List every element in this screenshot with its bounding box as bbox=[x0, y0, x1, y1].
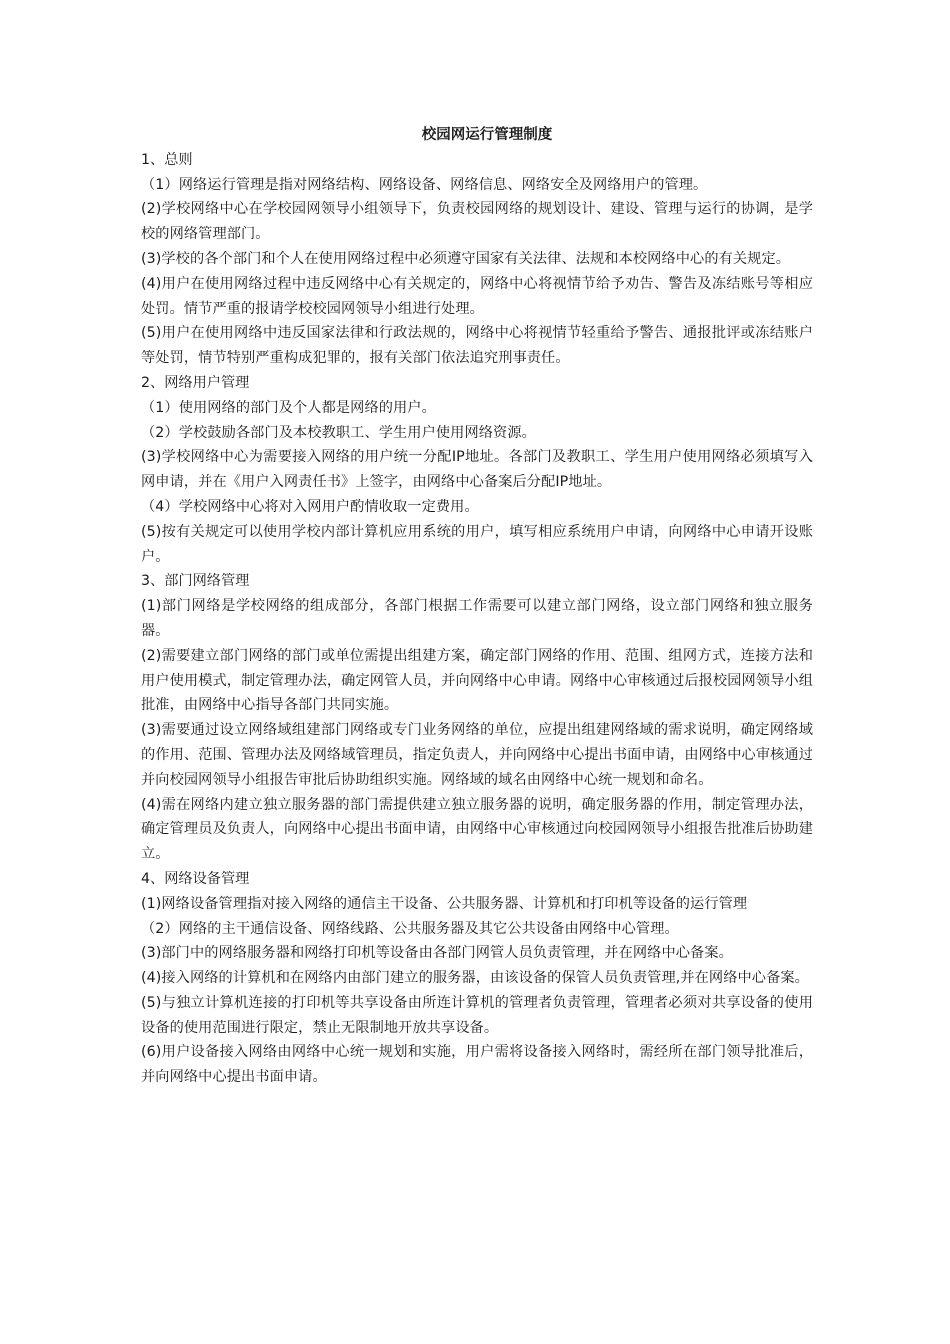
paragraph: （2）网络的主干通信设备、网络线路、公共服务器及其它公共设备由网络中心管理。 bbox=[141, 920, 679, 937]
paragraph: (1)部门网络是学校网络的组成部分，各部门根据工作需要可以建立部门网络，设立部门网络和独立服务器。 bbox=[141, 598, 813, 639]
paragraph: (2)需要建立部门网络的部门或单位需提出组建方案，确定部门网络的作用、范围、组网方式，连接方法和用户使用模式，制定管理办法，确定网管人员，并向网络中心申请。网络中心审核通过后报校园网领导小组批准，由网络中心指导各部门共同实施。 bbox=[141, 647, 813, 714]
section-network-users bbox=[141, 371, 813, 569]
paragraph: (5)与独立计算机连接的打印机等共享设备由所连计算机的管理者负责管理，管理者必须对共享设备的使用设备的使用范围进行限定，禁止无限制地开放共享设备。 bbox=[141, 994, 813, 1036]
paragraph: (4)需在网络内建立独立服务器的部门需提供建立独立服务器的说明，确定服务器的作用，制定管理办法，确定管理员及负责人，向网络中心提出书面申请，由网络中心审核通过向校园网领导小组报告批准后协助建立。 bbox=[141, 796, 813, 863]
paragraph: (4)接入网络的计算机和在网络内由部门建立的服务器，由该设备的保管人员负责管理,并在网络中心备案。 bbox=[141, 970, 809, 987]
document-title: 校园网运行管理制度 bbox=[421, 127, 553, 143]
paragraph: (5)按有关规定可以使用学校内部计算机应用系统的用户，填写相应系统用户申请，向网络中心申请开设账户。 bbox=[141, 523, 813, 565]
paragraph: （2）学校鼓励各部门及本校教职工、学生用户使用网络资源。 bbox=[141, 424, 536, 441]
document-body bbox=[141, 123, 813, 1090]
paragraph: （4）学校网络中心将对入网用户酌情收取一定费用。 bbox=[141, 498, 479, 515]
section-heading: 2、网络用户管理 bbox=[141, 374, 250, 391]
section-department-networks bbox=[141, 569, 813, 867]
paragraph: （1）网络运行管理是指对网络结构、网络设备、网络信息、网络安全及网络用户的管理。 bbox=[141, 176, 708, 193]
paragraph: (3)需要通过设立网络域组建部门网络或专门业务网络的单位，应提出组建网络域的需求说明，确定网络域的作用、范围、管理办法及网络域管理员，指定负责人，并向网络中心提出书面申请，由网络中心审核通过并向校园网领导小组报告审批后协助组织实施。网络域的域名由网络中心统一规划和命名。 bbox=[141, 722, 813, 788]
section-general bbox=[141, 148, 813, 371]
paragraph: （1）使用网络的部门及个人都是网络的用户。 bbox=[141, 399, 436, 416]
section-heading: 4、网络设备管理 bbox=[141, 870, 250, 887]
paragraph: (3)学校网络中心为需要接入网络的用户统一分配IP地址。各部门及教职工、学生用户使用网络必须填写入网申请，并在《用户入网责任书》上签字，由网络中心备案后分配IP地址。 bbox=[141, 449, 813, 491]
paragraph: (3)学校的各个部门和个人在使用网络过程中必须遵守国家有关法律、法规和本校网络中心的有关规定。 bbox=[141, 250, 791, 267]
section-heading: 3、部门网络管理 bbox=[141, 573, 250, 590]
paragraph: (6)用户设备接入网络由网络中心统一规划和实施，用户需将设备接入网络时，需经所在部门领导批准后，并向网络中心提出书面申请。 bbox=[141, 1044, 813, 1086]
paragraph: (4)用户在使用网络过程中违反网络中心有关规定的，网络中心将视情节给予劝告、警告及冻结账号等相应处罚。情节严重的报请学校校园网领导小组进行处理。 bbox=[141, 275, 813, 317]
paragraph: (5)用户在使用网络中违反国家法律和行政法规的，网络中心将视情节轻重给予警告、通报批评或冻结账户等处罚，情节特别严重构成犯罪的，报有关部门依法追究刑事责任。 bbox=[141, 325, 813, 367]
section-network-devices bbox=[141, 867, 813, 1090]
paragraph: (2)学校网络中心在学校园网领导小组领导下，负责校园网络的规划设计、建设、管理与运行的协调，是学校的网络管理部门。 bbox=[141, 201, 813, 243]
paragraph: (1)网络设备管理指对接入网络的通信主干设备、公共服务器、计算机和打印机等设备的运行管理 bbox=[141, 895, 748, 912]
section-heading: 1、总则 bbox=[141, 151, 193, 168]
paragraph: (3)部门中的网络服务器和网络打印机等设备由各部门网管人员负责管理，并在网络中心备案。 bbox=[141, 945, 733, 962]
